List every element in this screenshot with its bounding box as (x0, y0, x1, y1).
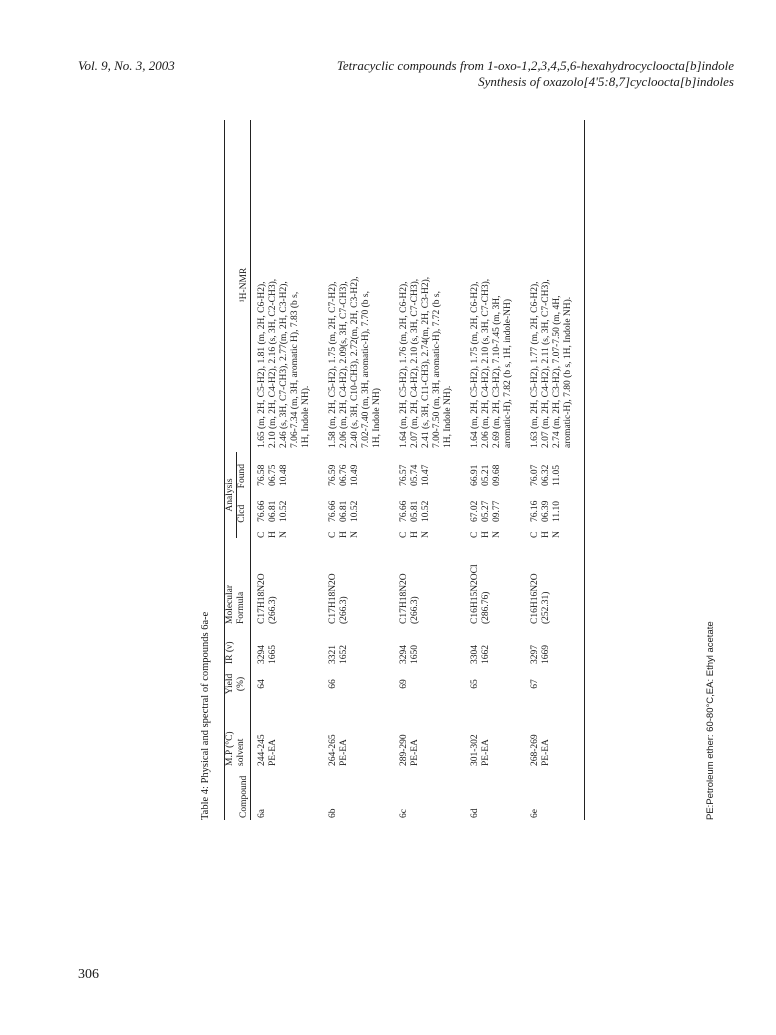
cell-mp: 268-269 PE-EA (530, 734, 551, 766)
cell-ir: 3294 1650 (399, 645, 420, 664)
cell-formula: C17H18N2O (266.3) (399, 573, 420, 624)
cell-formula: C16H16N2O (252.31) (530, 573, 551, 624)
cell-calcd: 76.66 06.81 10.52 (328, 500, 360, 522)
cell-elements: C H N (530, 531, 562, 538)
cell-found: 66.91 05.21 09.68 (470, 464, 502, 486)
header-ir: IR (ν) (225, 641, 235, 664)
cell-mp: 264-265 PE-EA (328, 734, 349, 766)
cell-compound: 6b (328, 808, 338, 818)
cell-mp: 244-245 PE-EA (257, 734, 278, 766)
rotated-table (200, 120, 720, 820)
cell-calcd: 67.02 05.27 09.77 (470, 500, 502, 522)
table-row (464, 120, 524, 820)
header-formula: Molecular Formula (225, 584, 246, 624)
cell-nmr: 1.64 (m, 2H, C5-H2), 1.76 (m, 2H, C6-H2), 2.07 (m, 2H, C4-H2), 2.10 (s, 3H, C7-CH3), 2.41 (s, 3H, C11-CH3), 2.74(m, 2H, C3-H2), 7.00-7.50 (m, 3H, aromatic-H), 7.72 (b s, 1H, Indole NH). (399, 276, 453, 448)
header-compound: Compound (239, 775, 249, 818)
cell-elements: C H N (328, 531, 360, 538)
table-body (251, 120, 584, 820)
cell-formula: C16H15N2OCl (286.76) (470, 564, 491, 624)
cell-found: 76.58 06.75 10.48 (257, 464, 289, 486)
cell-calcd: 76.66 05.81 10.52 (399, 500, 431, 522)
cell-formula: C17H18N2O (266.3) (257, 573, 278, 624)
cell-found: 76.59 06.76 10.49 (328, 464, 360, 486)
table-footnote: PE:Petroleum ether: 60-80°C,EA: Ethyl acetate (705, 621, 716, 820)
cell-ir: 3297 1669 (530, 645, 551, 664)
header-nmr: ¹H-NMR (239, 267, 249, 303)
cell-yield: 66 (328, 679, 338, 689)
cell-mp: 289-290 PE-EA (399, 734, 420, 766)
running-title (337, 58, 734, 90)
cell-nmr: 1.58 (m, 2H, C5-H2), 1.75 (m, 2H, C7-H2), 2.06 (m, 2H, C4-H2), 2.09(s, 3H, C7-CH3), 2.40 (s, 3H, C10-CH3), 2.72(m, 2H, C3-H2), 7.02-7.40 (m, 3H, aromatic-H), 7.70 (b s, 1H, Indole NH) (328, 276, 382, 448)
table-row (393, 120, 464, 820)
cell-nmr: 1.65 (m, 2H, C5-H2), 1.81 (m, 2H, C6-H2), 2.10 (m, 2H, C4-H2), 2.16 (s, 3H, C2-CH3), 2.46 (s, 3H, C7-CH3), 2.77(m, 2H, C3-H2), 7.06-7.34 (m, 3H, aromatic H), 7.83 (b s, 1H, Indole NH). (257, 278, 311, 448)
cell-elements: C H N (470, 531, 502, 538)
cell-yield: 67 (530, 679, 540, 689)
header-yield: Yield (%) (225, 673, 246, 695)
cell-found: 76.07 06.32 11.05 (530, 464, 562, 486)
cell-yield: 69 (399, 679, 409, 689)
rotated-table-region (200, 120, 740, 820)
cell-ir: 3304 1662 (470, 645, 491, 664)
table-row (322, 120, 393, 820)
journal-volume: Vol. 9, No. 3, 2003 (78, 58, 175, 73)
header-mp: M.P (°C) solvent (225, 731, 246, 766)
running-title-line1: Tetracyclic compounds from 1-oxo-1,2,3,4,5,6-hexahydrocycloocta[b]indole (336, 58, 734, 73)
cell-elements: C H N (257, 531, 289, 538)
cell-yield: 64 (257, 679, 267, 689)
cell-compound: 6d (470, 808, 480, 818)
cell-elements: C H N (399, 531, 431, 538)
running-title-line2: Synthesis of oxazolo[4'5:8,7]cycloocta[b]indoles (478, 74, 734, 89)
cell-yield: 65 (470, 679, 480, 689)
cell-ir: 3321 1652 (328, 645, 349, 664)
data-table (224, 120, 585, 820)
cell-compound: 6c (399, 809, 409, 818)
cell-compound: 6a (257, 809, 267, 818)
cell-nmr: 1.64 (m, 2H, C5-H2), 1.75 (m, 2H, C6-H2), 2.06 (m, 2H, C4-H2), 2.10 (s, 3H, C7-CH3), 2.69 (m, 2H, C3-H2), 7.10-7.45 (m, 3H, aromatic-H), 7.82 (b s, 1H, indole-NH) (470, 278, 513, 448)
cell-nmr: 1.63 (m, 2H, C5-H2), 1.77 (m, 2H, C6-H2), 2.07 (m, 2H, C4-H2), 2.11 (s, 3H, C7-CH3), 2.74 (m, 2H, C3-H2), 7.07-7.50 (m, 4H, aromatic-H), 7.80 (b s, 1H, Indole NH). (530, 279, 573, 448)
table-row (251, 120, 322, 820)
cell-mp: 301-302 PE-EA (470, 734, 491, 766)
cell-found: 76.57 05.74 10.47 (399, 464, 431, 486)
cell-ir: 3294 1665 (257, 645, 278, 664)
table-row (524, 120, 584, 820)
cell-calcd: 76.16 06.39 11.10 (530, 500, 562, 522)
table-header-row (225, 120, 251, 820)
header-analysis: Analysis Clcd Found (225, 450, 250, 540)
cell-formula: C17H18N2O (266.3) (328, 573, 349, 624)
cell-calcd: 76.66 06.81 10.52 (257, 500, 289, 522)
cell-compound: 6e (530, 809, 540, 818)
page-number: 306 (78, 967, 99, 982)
table-caption: Table 4: Physical and spectral of compounds 6a-e (200, 611, 211, 820)
